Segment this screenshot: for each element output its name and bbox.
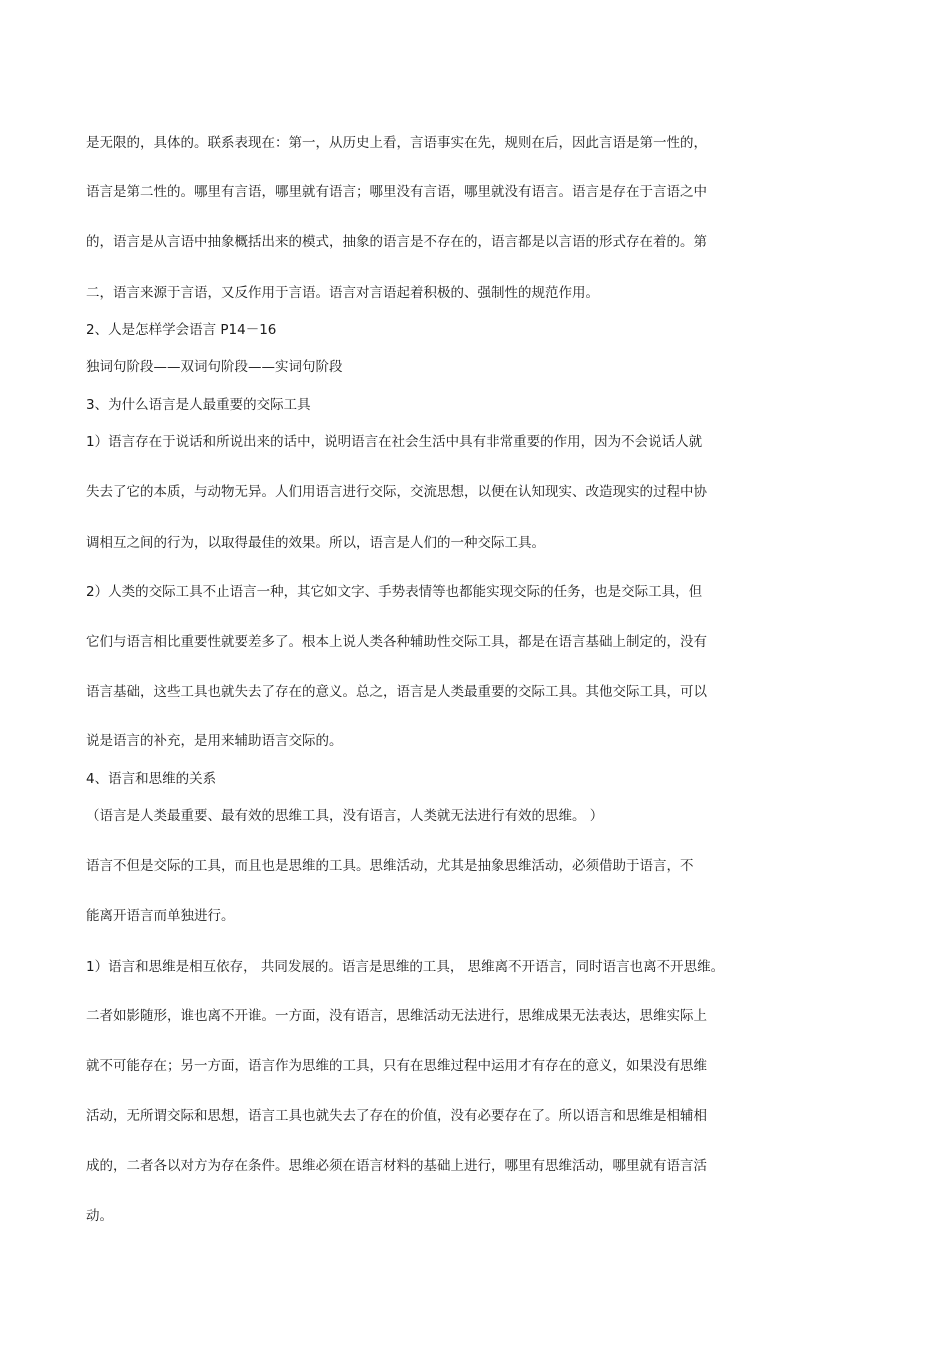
paragraph-line: 活动，无所谓交际和思想，语言工具也就失去了存在的价值，没有必要存在了。所以语言和思维是相辅相 — [86, 1108, 707, 1124]
paragraph-line: 能离开语言而单独进行。 — [86, 908, 235, 924]
paragraph-line: 成的，二者各以对方为存在条件。思维必须在语言材料的基础上进行，哪里有思维活动，哪里就有语言活 — [86, 1158, 707, 1174]
paragraph-line: 它们与语言相比重要性就要差多了。根本上说人类各种辅助性交际工具，都是在语言基础上制定的，没有 — [86, 634, 707, 650]
paragraph-line: 动。 — [86, 1208, 113, 1224]
paragraph-line: 失去了它的本质，与动物无异。人们用语言进行交际，交流思想，以便在认知现实、改造现实的过程中协 — [86, 484, 707, 500]
paragraph-line: 就不可能存在；另一方面，语言作为思维的工具，只有在思维过程中运用才有存在的意义，如果没有思维 — [86, 1058, 707, 1074]
section-heading: 4、语言和思维的关系 — [86, 771, 217, 787]
paragraph-line: 语言基础，这些工具也就失去了存在的意义。总之，语言是人类最重要的交际工具。其他交际工具，可以 — [86, 684, 707, 700]
paragraph-line: （语言是人类最重要、最有效的思维工具，没有语言，人类就无法进行有效的思维。 ） — [86, 808, 604, 824]
section-heading: 3、为什么语言是人最重要的交际工具 — [86, 397, 311, 413]
paragraph-line: 的，语言是从言语中抽象概括出来的模式，抽象的语言是不存在的，语言都是以言语的形式存在着的。第 — [86, 234, 707, 250]
paragraph-line: 说是语言的补充，是用来辅助语言交际的。 — [86, 733, 343, 749]
paragraph-line: 1）语言和思维是相互依存， 共同发展的。语言是思维的工具， 思维离不开语言，同时语言也离不开思维。 — [86, 959, 725, 975]
paragraph-line: 是无限的，具体的。联系表现在：第一，从历史上看，言语事实在先，规则在后，因此言语是第一性的， — [86, 135, 707, 151]
paragraph-line: 独词句阶段——双词句阶段——实词句阶段 — [86, 359, 343, 375]
section-heading: 2、人是怎样学会语言 P14－16 — [86, 322, 277, 338]
paragraph-line: 调相互之间的行为，以取得最佳的效果。所以，语言是人们的一种交际工具。 — [86, 535, 545, 551]
paragraph-line: 语言是第二性的。哪里有言语，哪里就有语言；哪里没有言语，哪里就没有语言。语言是存在于言语之中 — [86, 184, 707, 200]
paragraph-line: 二者如影随形，谁也离不开谁。一方面，没有语言，思维活动无法进行，思维成果无法表达，思维实际上 — [86, 1008, 707, 1024]
paragraph-line: 语言不但是交际的工具，而且也是思维的工具。思维活动，尤其是抽象思维活动，必须借助于语言，不 — [86, 858, 694, 874]
paragraph-line: 二，语言来源于言语，又反作用于言语。语言对言语起着积极的、强制性的规范作用。 — [86, 285, 599, 301]
paragraph-line: 1）语言存在于说话和所说出来的话中，说明语言在社会生活中具有非常重要的作用，因为不会说话人就 — [86, 434, 703, 450]
paragraph-line: 2）人类的交际工具不止语言一种，其它如文字、手势表情等也都能实现交际的任务，也是交际工具，但 — [86, 584, 703, 600]
